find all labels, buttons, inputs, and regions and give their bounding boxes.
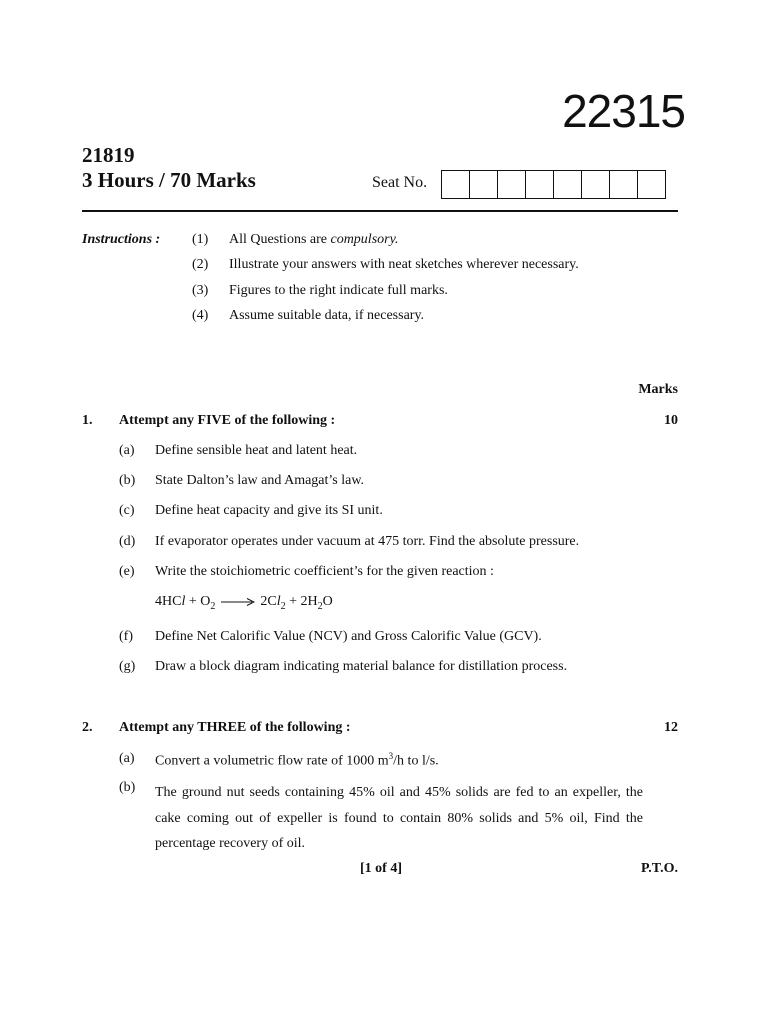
seat-number-box bbox=[469, 170, 498, 199]
eq-subscript: 2 bbox=[317, 600, 323, 612]
instruction-text-emphasis: compulsory. bbox=[330, 232, 399, 247]
subquestion-text-part: Convert a volumetric flow rate of 1000 m bbox=[155, 753, 389, 769]
marks-column-heading: Marks bbox=[638, 382, 678, 397]
question-title: Attempt any THREE of the following : bbox=[119, 720, 351, 735]
subquestion-text: Draw a block diagram indicating material balance for distillation process. bbox=[155, 659, 568, 674]
subquestion-text bbox=[155, 751, 439, 770]
subquestion-label: (a) bbox=[119, 751, 135, 766]
eq-term-italic: l bbox=[276, 594, 281, 609]
question-number: 2. bbox=[82, 720, 93, 735]
question-marks: 12 bbox=[664, 720, 678, 735]
question-marks: 10 bbox=[664, 413, 678, 428]
subquestion-text: Write the stoichiometric coefficient’s for the given reaction : bbox=[155, 564, 494, 579]
instruction-text: Figures to the right indicate full marks. bbox=[229, 283, 448, 298]
eq-term: + 2H bbox=[285, 594, 318, 609]
subquestion-text: If evaporator operates under vacuum at 475 torr. Find the absolute pressure. bbox=[155, 534, 580, 549]
seat-number-box bbox=[581, 170, 610, 199]
instruction-text-plain: All Questions are bbox=[229, 232, 331, 247]
paper-code: 22315 bbox=[562, 85, 685, 137]
seat-number-box bbox=[553, 170, 582, 199]
subquestion-text-part: /h to l/s. bbox=[393, 753, 439, 769]
exam-code: 21819 bbox=[82, 143, 135, 167]
reaction-equation bbox=[155, 594, 333, 612]
instruction-number: (1) bbox=[192, 232, 209, 247]
seat-number-boxes bbox=[442, 170, 666, 199]
seat-number-box bbox=[441, 170, 470, 199]
eq-term: O bbox=[322, 594, 333, 609]
superscript: 3 bbox=[388, 751, 394, 761]
instruction-number: (2) bbox=[192, 257, 209, 272]
instructions-label: Instructions : bbox=[82, 232, 161, 247]
question-title: Attempt any FIVE of the following : bbox=[119, 413, 336, 428]
subquestion-text: Define heat capacity and give its SI unit. bbox=[155, 503, 383, 518]
seat-number-box bbox=[637, 170, 666, 199]
instruction-text: Assume suitable data, if necessary. bbox=[229, 308, 425, 323]
instruction-number: (4) bbox=[192, 308, 209, 323]
duration-marks: 3 Hours / 70 Marks bbox=[82, 168, 256, 192]
instruction-text bbox=[229, 232, 399, 248]
reaction-arrow-icon bbox=[221, 597, 255, 607]
eq-term: 2C bbox=[260, 594, 277, 609]
subquestion-label: (g) bbox=[119, 659, 136, 674]
seat-number-box bbox=[525, 170, 554, 199]
subquestion-label: (e) bbox=[119, 564, 135, 579]
instruction-number: (3) bbox=[192, 283, 209, 298]
subquestion-label: (f) bbox=[119, 629, 133, 644]
eq-term: + O bbox=[185, 594, 211, 609]
eq-term-italic: l bbox=[181, 594, 186, 609]
header-divider bbox=[82, 210, 678, 212]
instruction-text: Illustrate your answers with neat sketches wherever necessary. bbox=[229, 257, 579, 272]
question-number: 1. bbox=[82, 413, 93, 428]
subquestion-text: Define Net Calorific Value (NCV) and Gross Calorific Value (GCV). bbox=[155, 629, 542, 644]
seat-number-label: Seat No. bbox=[372, 174, 428, 191]
subquestion-label: (c) bbox=[119, 503, 135, 518]
subquestion-label: (a) bbox=[119, 443, 135, 458]
seat-number-box bbox=[609, 170, 638, 199]
subquestion-paragraph: The ground nut seeds containing 45% oil and 45% solids are fed to an expeller, the cake coming out of expeller is found to contain 80% solids and 5% oil, Find the percentage recovery of oil. bbox=[155, 785, 643, 851]
seat-number-box bbox=[497, 170, 526, 199]
eq-subscript: 2 bbox=[210, 600, 216, 612]
subquestion-label: (d) bbox=[119, 534, 136, 549]
page-number: [1 of 4] bbox=[360, 861, 402, 876]
subquestion-text: Define sensible heat and latent heat. bbox=[155, 443, 358, 458]
eq-subscript: 2 bbox=[280, 600, 286, 612]
subquestion-label: (b) bbox=[119, 780, 136, 795]
please-turn-over: P.T.O. bbox=[641, 861, 678, 876]
subquestion-text: State Dalton’s law and Amagat’s law. bbox=[155, 473, 365, 488]
subquestion-label: (b) bbox=[119, 473, 136, 488]
eq-term: 4HC bbox=[155, 594, 182, 609]
